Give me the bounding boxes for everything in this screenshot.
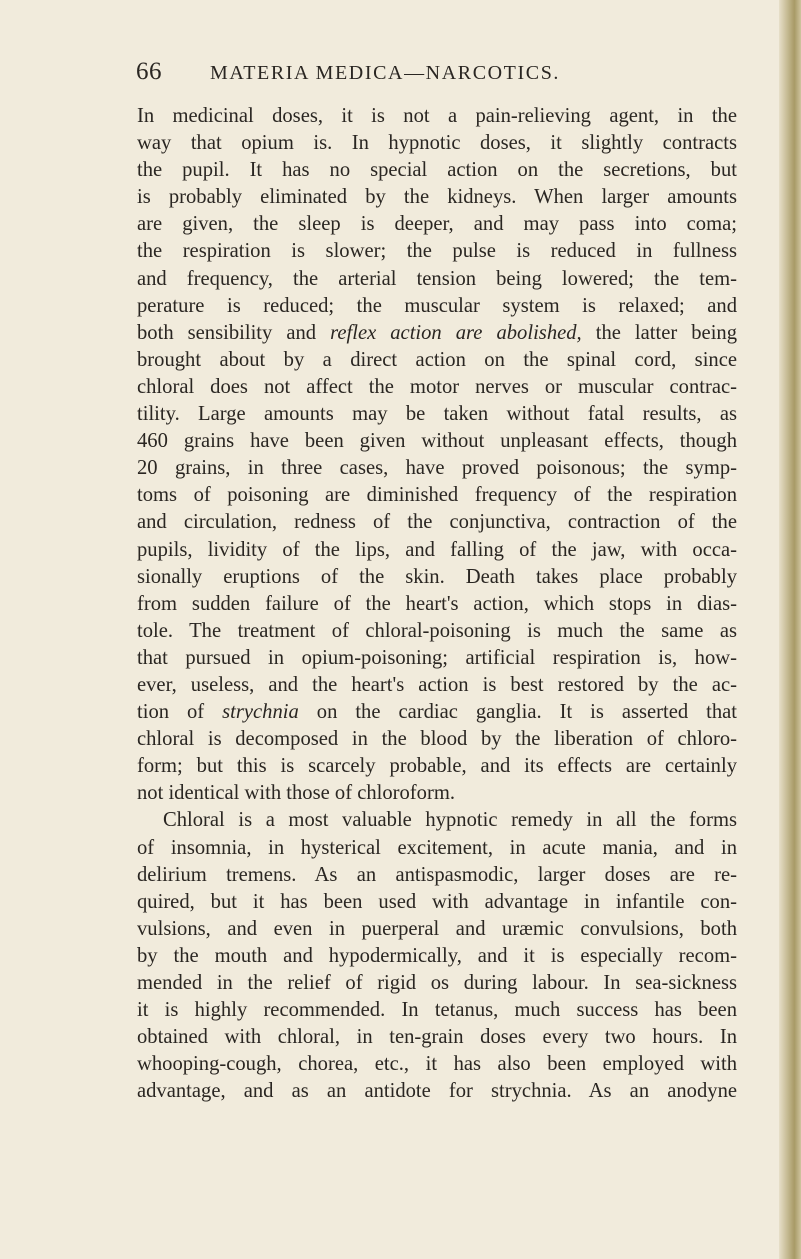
text-line: vulsions, and even in puerperal and uræmic convulsions, both	[137, 917, 737, 940]
text-line: mended in the relief of rigid os during labour. In sea-sickness	[137, 972, 737, 994]
italic-phrase: reflex action are abolished,	[330, 321, 582, 344]
text-line: way that opium is. In hypnotic doses, it slightly contracts	[137, 132, 737, 155]
text-line	[137, 699, 737, 726]
text-line: tility. Large amounts may be taken without fatal results, as	[137, 403, 737, 426]
text-segment: tion of	[137, 701, 205, 724]
text-line	[137, 320, 737, 347]
text-line: toms of poisoning are diminished frequency of the respiration	[137, 484, 737, 507]
text-line: tole. The treatment of chloral-poisoning is much the same as	[137, 619, 737, 642]
page-number: 66	[136, 58, 162, 85]
text-line: that pursued in opium-poisoning; artificial respiration is, how-	[137, 646, 737, 669]
body-text	[137, 103, 737, 1105]
text-line: obtained with chloral, in ten-grain doses every two hours. In	[137, 1026, 737, 1049]
text-segment: on the cardiac ganglia. It is asserted that	[316, 701, 738, 724]
text-line: Chloral is a most valuable hypnotic remedy in all the forms	[163, 809, 737, 832]
text-line: is probably eliminated by the kidneys. When larger amounts	[137, 186, 737, 209]
text-line: whooping-cough, chorea, etc., it has also been employed with	[137, 1053, 737, 1076]
text-line: 20 grains, in three cases, have proved poisonous; the symp-	[137, 457, 737, 480]
text-line: pupils, lividity of the lips, and falling of the jaw, with occa-	[137, 538, 737, 561]
text-line: of insomnia, in hysterical excitement, in acute mania, and in	[137, 836, 737, 859]
text-line: 460 grains have been given without unpleasant effects, though	[137, 430, 737, 453]
text-line: the pupil. It has no special action on the secretions, but	[137, 159, 737, 182]
text-line: and frequency, the arterial tension being lowered; the tem-	[137, 267, 737, 290]
text-line: the respiration is slower; the pulse is reduced in fullness	[137, 240, 737, 263]
text-line: it is highly recommended. In tetanus, much success has been	[137, 999, 737, 1022]
text-line: brought about by a direct action on the spinal cord, since	[137, 348, 737, 371]
text-line: sionally eruptions of the skin. Death takes place probably	[137, 565, 737, 588]
text-line: from sudden failure of the heart's action, which stops in dias-	[137, 592, 737, 615]
text-line: chloral does not affect the motor nerves or muscular contrac-	[137, 375, 737, 398]
text-line: ever, useless, and the heart's action is best restored by the ac-	[137, 673, 737, 696]
text-line: by the mouth and hypodermically, and it is especially recom-	[137, 944, 737, 967]
text-segment: both sensibility and	[137, 321, 317, 344]
text-line: not identical with those of chloroform.	[137, 782, 455, 805]
text-line: and circulation, redness of the conjunctiva, contraction of the	[137, 511, 737, 534]
text-line: quired, but it has been used with advantage in infantile con-	[137, 890, 737, 913]
italic-phrase: strychnia	[222, 701, 299, 724]
text-line: advantage, and as an antidote for strychnia. As an anodyne	[137, 1080, 737, 1103]
page-edge-shadow	[779, 0, 801, 1259]
text-line: delirium tremens. As an antispasmodic, larger doses are re-	[137, 863, 737, 886]
text-line: form; but this is scarcely probable, and its effects are certainly	[137, 755, 737, 778]
text-line: chloral is decomposed in the blood by the liberation of chloro-	[137, 728, 737, 751]
text-segment: the latter being	[595, 321, 738, 344]
text-line: perature is reduced; the muscular system is relaxed; and	[137, 294, 737, 317]
text-line: are given, the sleep is deeper, and may pass into coma;	[137, 213, 737, 236]
running-head: MATERIA MEDICA—NARCOTICS.	[210, 62, 561, 84]
text-line: In medicinal doses, it is not a pain-relieving agent, in the	[137, 105, 737, 127]
